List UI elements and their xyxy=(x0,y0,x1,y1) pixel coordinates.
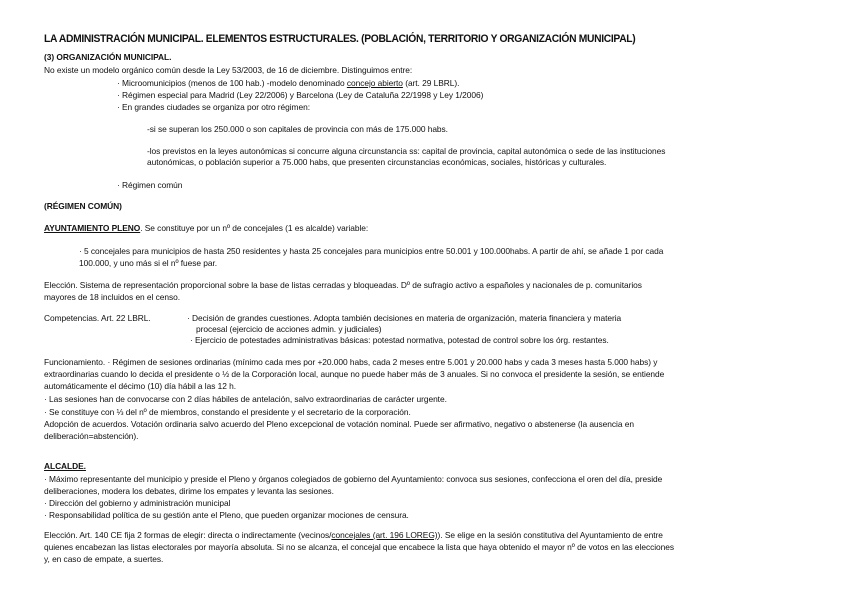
pleno-funcionamiento-4: · Las sesiones han de convocarse con 2 días hábiles de antelación, salvo extraordinarias de carácter urgente. xyxy=(44,394,447,404)
alcalde-eleccion-pre: Elección. Art. 140 CE fija 2 formas de elegir: directa o indirectamente (vecinos/ xyxy=(44,530,332,540)
intro-text: No existe un modelo orgánico común desde la Ley 53/2003, de 16 de diciembre. Distinguimos entre: xyxy=(44,65,413,75)
alcalde-eleccion-1 xyxy=(44,530,663,540)
section-subtitle: (3) ORGANIZACIÓN MUNICIPAL. xyxy=(44,52,172,62)
pleno-heading-rest: . Se constituye por un nº de concejales (1 es alcalde) variable: xyxy=(140,223,369,233)
alcalde-eleccion-3: y, en caso de empate, a suertes. xyxy=(44,554,164,564)
pleno-adopcion-1: Adopción de acuerdos. Votación ordinaria salvo acuerdo del Pleno excepcional de votación nominal. Puede ser afirmativo, negativo o abstenerse (la ausencia en xyxy=(44,419,634,429)
alcalde-line-4: · Responsabilidad política de su gestión ante el Pleno, que pueden organizar mociones de censura. xyxy=(44,510,409,520)
pleno-concejales-1: · 5 concejales para municipios de hasta 250 residentes y hasta 25 concejales para municipios entre 50.001 y 100.000habs. A partir de ahí, se añade 1 por cada xyxy=(79,246,664,256)
pleno-competencias-2: procesal (ejercicio de acciones admin. y judiciales) xyxy=(196,324,382,334)
pleno-eleccion-1: Elección. Sistema de representación proporcional sobre la base de listas cerradas y bloqueadas. Dº de sufragio activo a españoles y nacionales de p. comunitarios xyxy=(44,280,642,290)
model-micro-post: (art. 29 LBRL). xyxy=(402,78,460,88)
alcalde-eleccion-2: quienes encabezan las listas electorales por mayoría absoluta. Si no se alcanza, el concejal que encabece la lista que haya obtenido el mayor nº de votos en las elecciones xyxy=(44,542,675,552)
alcalde-eleccion-post: ). Se elige en la sesión constitutiva del Ayuntamiento de entre xyxy=(437,530,663,540)
alcalde-heading: ALCALDE. xyxy=(44,461,86,471)
model-grandes-a: -si se superan los 250.000 o son capitales de provincia con más de 175.000 habs. xyxy=(147,124,448,134)
model-micro-pre: · Microomunicipios (menos de 100 hab.) -modelo denominado xyxy=(117,78,347,88)
model-grandes-b1: -los previstos en la leyes autonómicas si concurre alguna circunstancia ss: capital de provincia, capital autonómica o sede de las instituciones xyxy=(147,146,666,156)
model-grandes-b2: autonómicas, o población superior a 75.000 habs, que presenten circunstancias económicas, sociales, históricas y culturales. xyxy=(147,157,607,167)
pleno-adopcion-2: deliberación=abstención). xyxy=(44,431,139,441)
regimen-heading: (RÉGIMEN COMÚN) xyxy=(44,201,122,211)
document-title: LA ADMINISTRACIÓN MUNICIPAL. ELEMENTOS ESTRUCTURALES. (POBLACIÓN, TERRITORIO Y ORGANIZACIÓN MUNICIPAL) xyxy=(44,33,636,45)
model-especial: · Régimen especial para Madrid (Ley 22/2006) y Barcelona (Ley de Cataluña 22/1998 y Ley 1/2006) xyxy=(117,90,484,100)
alcalde-line-2: deliberaciones, modera los debates, dirime los empates y levanta las sesiones. xyxy=(44,486,334,496)
pleno-heading: AYUNTAMIENTO PLENO xyxy=(44,223,141,233)
pleno-competencias-label: Competencias. Art. 22 LBRL. xyxy=(44,313,151,323)
pleno-competencias-3: · Ejercicio de potestades administrativas básicas: potestad normativa, potestad de control sobre los órg. restantes. xyxy=(190,335,609,345)
pleno-funcionamiento-2: extraordinarias cuando lo decida el presidente o ½ de la Corporación local, aunque no puede haber más de 3 anuales. Si no convoca el presidente la sesión, se entiende xyxy=(44,369,665,379)
pleno-competencias-1: · Decisión de grandes cuestiones. Adopta también decisiones en materia de organización, materia financiera y materia xyxy=(187,313,622,323)
pleno-funcionamiento-5: · Se constituye con ⅓ del nº de miembros, constando el presidente y el secretario de la corporación. xyxy=(44,407,411,417)
pleno-heading-line xyxy=(44,223,368,233)
pleno-eleccion-2: mayores de 18 incluidos en el censo. xyxy=(44,292,181,302)
alcalde-line-1: · Máximo representante del municipio y preside el Pleno y órganos colegiados de gobierno del Ayuntamiento: convoca sus sesiones, confecciona el oren del día, preside xyxy=(44,474,663,484)
model-comun: · Régimen común xyxy=(117,180,183,190)
pleno-funcionamiento-3: automáticamente el décimo (10) día hábil a las 12 h. xyxy=(44,381,236,391)
model-grandes: · En grandes ciudades se organiza por otro régimen: xyxy=(117,102,310,112)
model-micro xyxy=(117,78,459,88)
pleno-funcionamiento-1: Funcionamiento. · Régimen de sesiones ordinarias (mínimo cada mes por +20.000 habs, cada 2 meses entre 5.001 y 20.000 habs y cada 3 meses hasta 5.000 habs) y xyxy=(44,357,658,367)
concejo-abierto-link: concejo abierto xyxy=(346,78,403,88)
concejales-loreg-link: concejales (art. 196 LOREG) xyxy=(331,530,438,540)
alcalde-line-3: · Dirección del gobierno y administración municipal xyxy=(44,498,231,508)
pleno-concejales-2: 100.000, y uno más si el nº fuese par. xyxy=(79,258,218,268)
